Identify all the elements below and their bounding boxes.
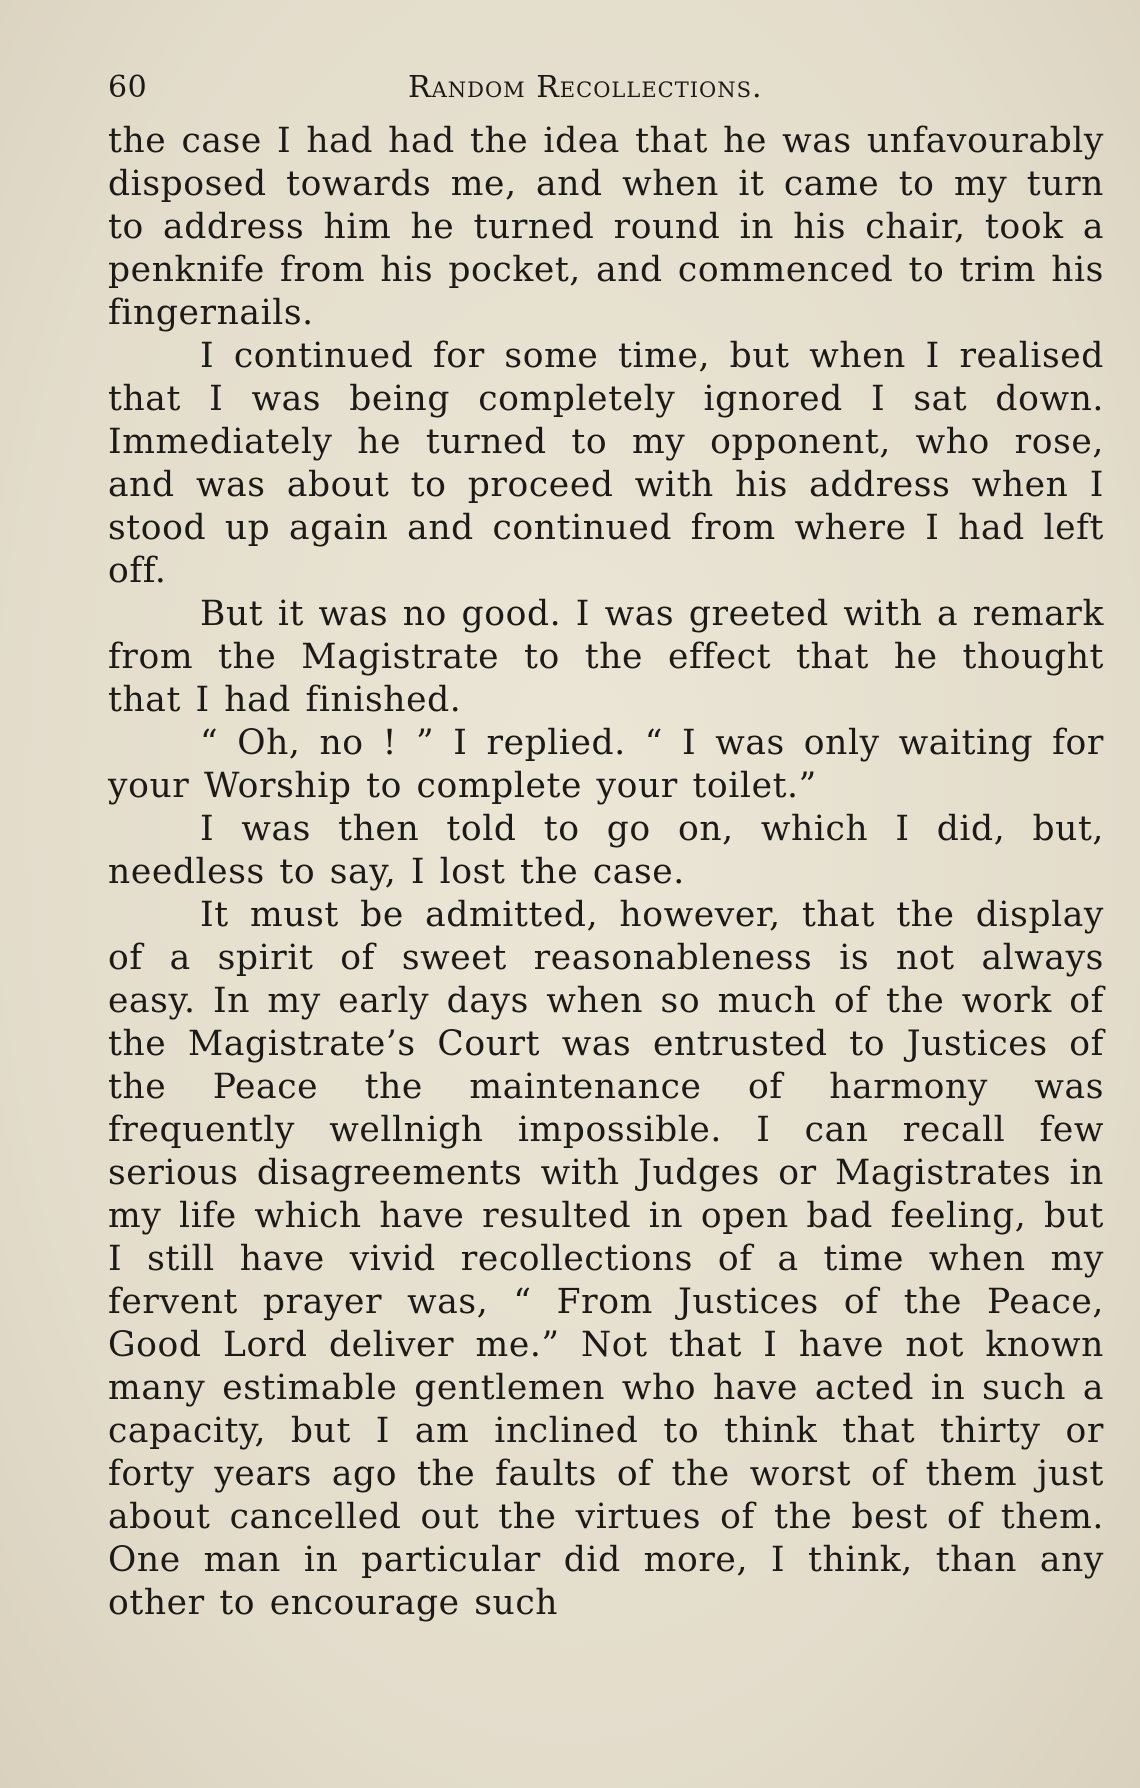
book-page <box>108 64 1104 1625</box>
paragraph-5: I was then told to go on, which I did, but, needless to say, I lost the case. <box>108 809 1104 892</box>
body-text <box>108 120 1104 1625</box>
page-header <box>108 64 1104 112</box>
paragraph-2: I continued for some time, but when I realised that I was being completely ignored I sat down. Immediately he turned to my opponent, who rose, and was about to proceed with his address when I stood up again and continued from where I had left off. <box>108 336 1104 591</box>
running-title: Random Recollections. <box>408 70 763 105</box>
page-number: 60 <box>108 70 148 105</box>
paragraph-4: “ Oh, no ! ” I replied. “ I was only waiting for your Worship to complete your toilet.” <box>108 723 1104 806</box>
paragraph-6: It must be admitted, however, that the display of a spirit of sweet reasonableness is not always easy. In my early days when so much of the work of the Magistrate’s Court was entrusted to Justices of the Peace the maintenance of harmony was frequently wellnigh impossible. I can recall few serious disagreements with Judges or Magistrates in my life which have resulted in open bad feeling, but I still have vivid recollections of a time when my fervent prayer was, “ From Justices of the Peace, Good Lord deliver me.” Not that I have not known many estimable gentlemen who have acted in such a capacity, but I am inclined to think that thirty or forty years ago the faults of the worst of them just about cancelled out the virtues of the best of them. One man in particular did more, I think, than any other to encourage such <box>108 895 1104 1623</box>
paragraph-3: But it was no good. I was greeted with a remark from the Magistrate to the effect that he thought that I had finished. <box>108 594 1104 720</box>
paragraph-1: the case I had had the idea that he was unfavourably disposed towards me, and when it came to my turn to address him he turned round in his chair, took a penknife from his pocket, and commenced to trim his fingernails. <box>108 121 1104 333</box>
